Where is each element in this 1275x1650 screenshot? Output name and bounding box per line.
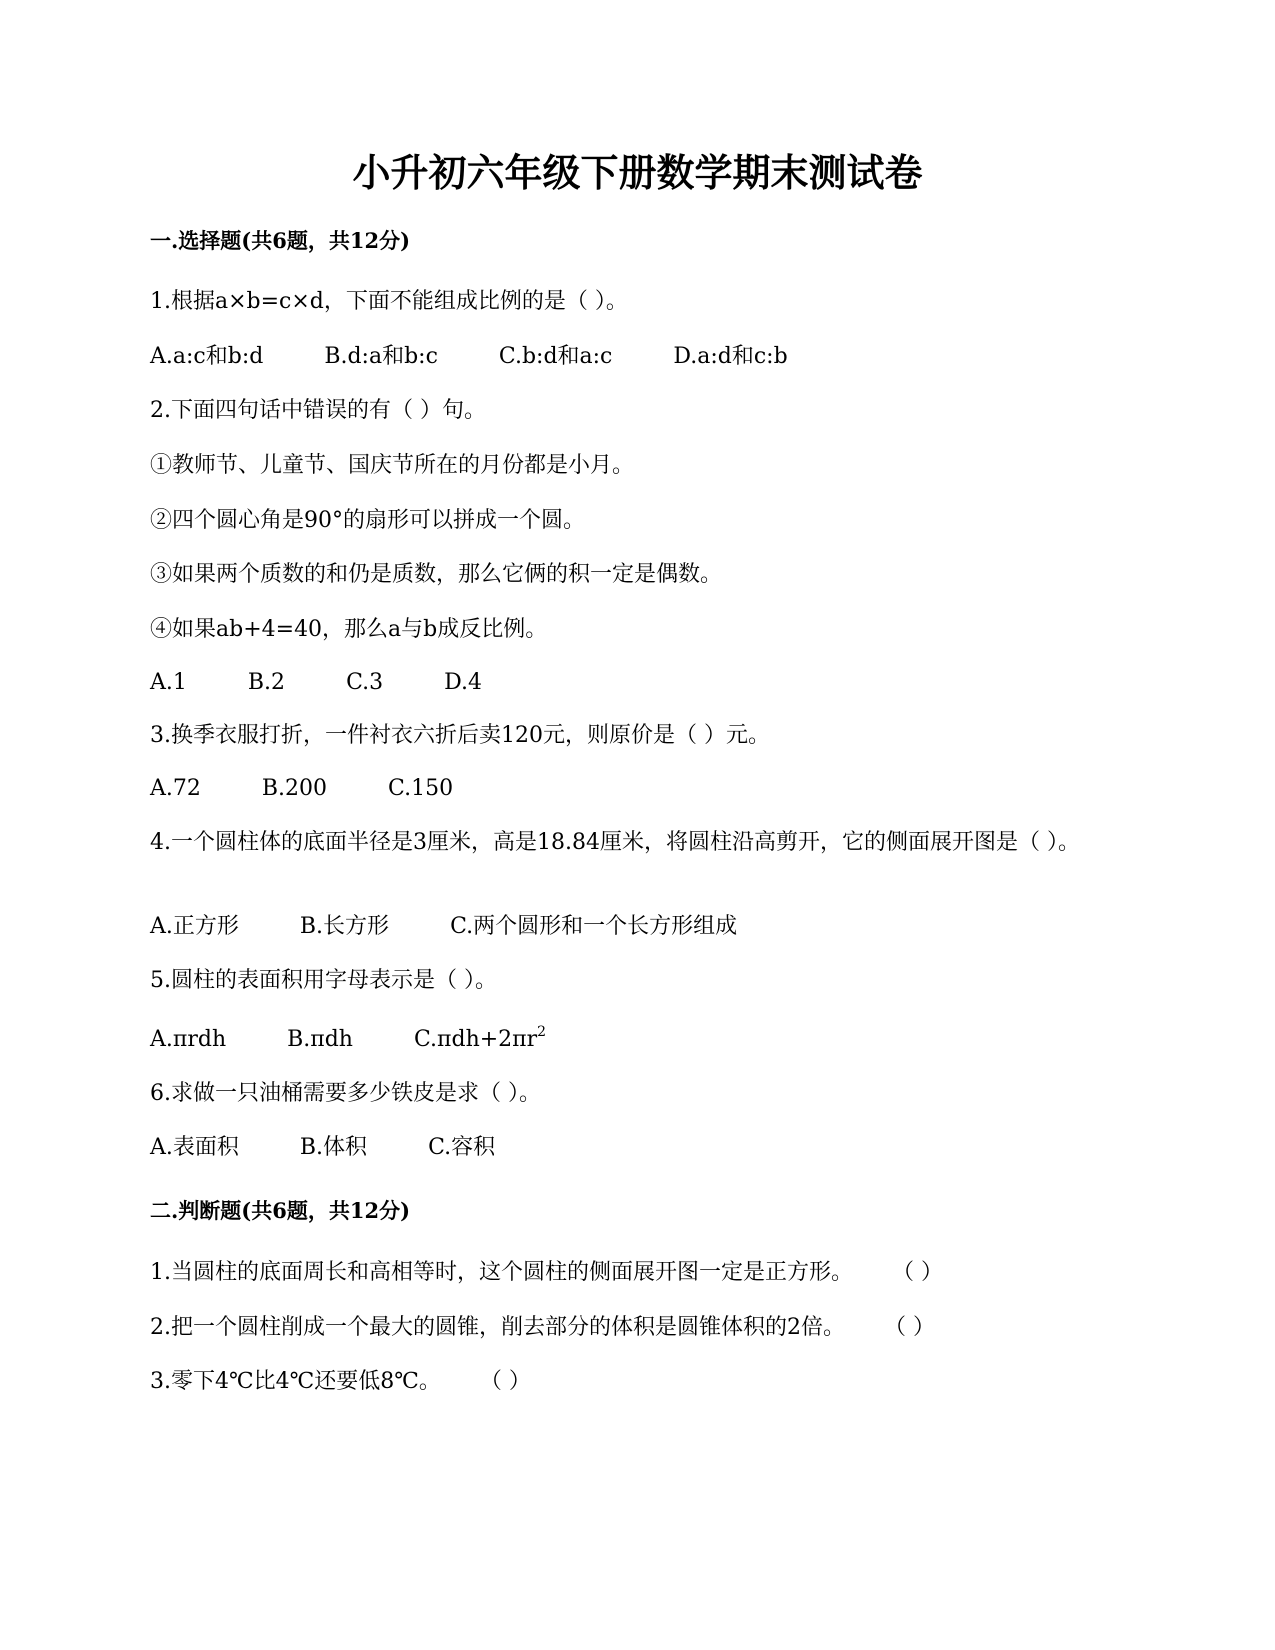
page-title: 小升初六年级下册数学期末测试卷	[352, 150, 923, 195]
option-b: B.体积	[299, 1135, 368, 1160]
question-3-options	[150, 774, 453, 804]
judgment-item-2	[150, 1313, 935, 1343]
judgment-item-3	[150, 1367, 531, 1397]
question-5: 5.圆柱的表面积用字母表示是（ ）。	[150, 968, 497, 993]
judgment-item-1	[150, 1258, 943, 1288]
question-6-options	[150, 1133, 495, 1163]
question-1: 1.根据a×b=c×d，下面不能组成比例的是（ ）。	[150, 289, 628, 314]
question-6: 6.求做一只油桶需要多少铁皮是求（ ）。	[150, 1081, 541, 1106]
question-3: 3.换季衣服打折，一件衬衣六折后卖120元，则原价是（ ）元。	[150, 723, 770, 748]
question-1-options	[150, 342, 788, 372]
option-c: C.3	[346, 670, 384, 695]
answer-blank: （ ）	[490, 1369, 531, 1394]
option-c-base: C.πdh+2πr	[413, 1027, 538, 1052]
option-a: A.1	[150, 670, 187, 695]
statement-4: ④如果ab+4=40，那么a与b成反比例。	[150, 617, 548, 642]
option-c: C.两个圆形和一个长方形组成	[450, 914, 738, 939]
answer-blank: （ ）	[903, 1260, 943, 1285]
option-c: C.容积	[428, 1135, 496, 1160]
question-2: 2.下面四句话中错误的有（ ）句。	[150, 398, 486, 423]
option-a: A.72	[150, 776, 201, 801]
question-4: 4.一个圆柱体的底面半径是3厘米，高是18.84厘米，将圆柱沿高剪开，它的侧面展开图是（ ）。	[150, 830, 1080, 855]
statement-3: ③如果两个质数的和仍是质数，那么它俩的积一定是偶数。	[150, 562, 723, 587]
section-heading-judgment: 二.判断题(共6题，共12分)	[150, 1198, 411, 1223]
answer-blank: （ ）	[895, 1315, 935, 1340]
superscript: 2	[537, 1024, 547, 1040]
option-b: B.2	[247, 670, 286, 695]
statement-1: ①教师节、儿童节、国庆节所在的月份都是小月。	[150, 453, 635, 478]
option-d: D.a:d和c:b	[673, 344, 788, 369]
judgment-text: 3.零下4℃比4℃还要低8℃。	[150, 1369, 441, 1394]
question-2-options	[150, 668, 482, 698]
judgment-text: 1.当圆柱的底面周长和高相等时，这个圆柱的侧面展开图一定是正方形。	[150, 1260, 853, 1285]
option-a: A.表面积	[150, 1135, 239, 1160]
option-b: B.πdh	[287, 1027, 353, 1052]
option-a: A.正方形	[150, 914, 239, 939]
section-heading-choice: 一.选择题(共6题，共12分)	[150, 228, 411, 253]
judgment-text: 2.把一个圆柱削成一个最大的圆锥，削去部分的体积是圆锥体积的2倍。	[150, 1315, 845, 1340]
option-c: C.b:d和a:c	[498, 344, 613, 369]
option-c	[414, 1025, 546, 1055]
option-a: A.a:c和b:d	[150, 344, 264, 369]
option-c: C.150	[388, 776, 454, 801]
option-a: A.πrdh	[150, 1027, 227, 1052]
option-b: B.长方形	[299, 914, 390, 939]
option-d: D.4	[444, 670, 482, 695]
question-4-options	[150, 912, 737, 942]
option-b: B.d:a和b:c	[324, 344, 438, 369]
statement-2: ②四个圆心角是90°的扇形可以拼成一个圆。	[150, 508, 585, 533]
question-5-options	[150, 1025, 546, 1055]
option-b: B.200	[261, 776, 328, 801]
